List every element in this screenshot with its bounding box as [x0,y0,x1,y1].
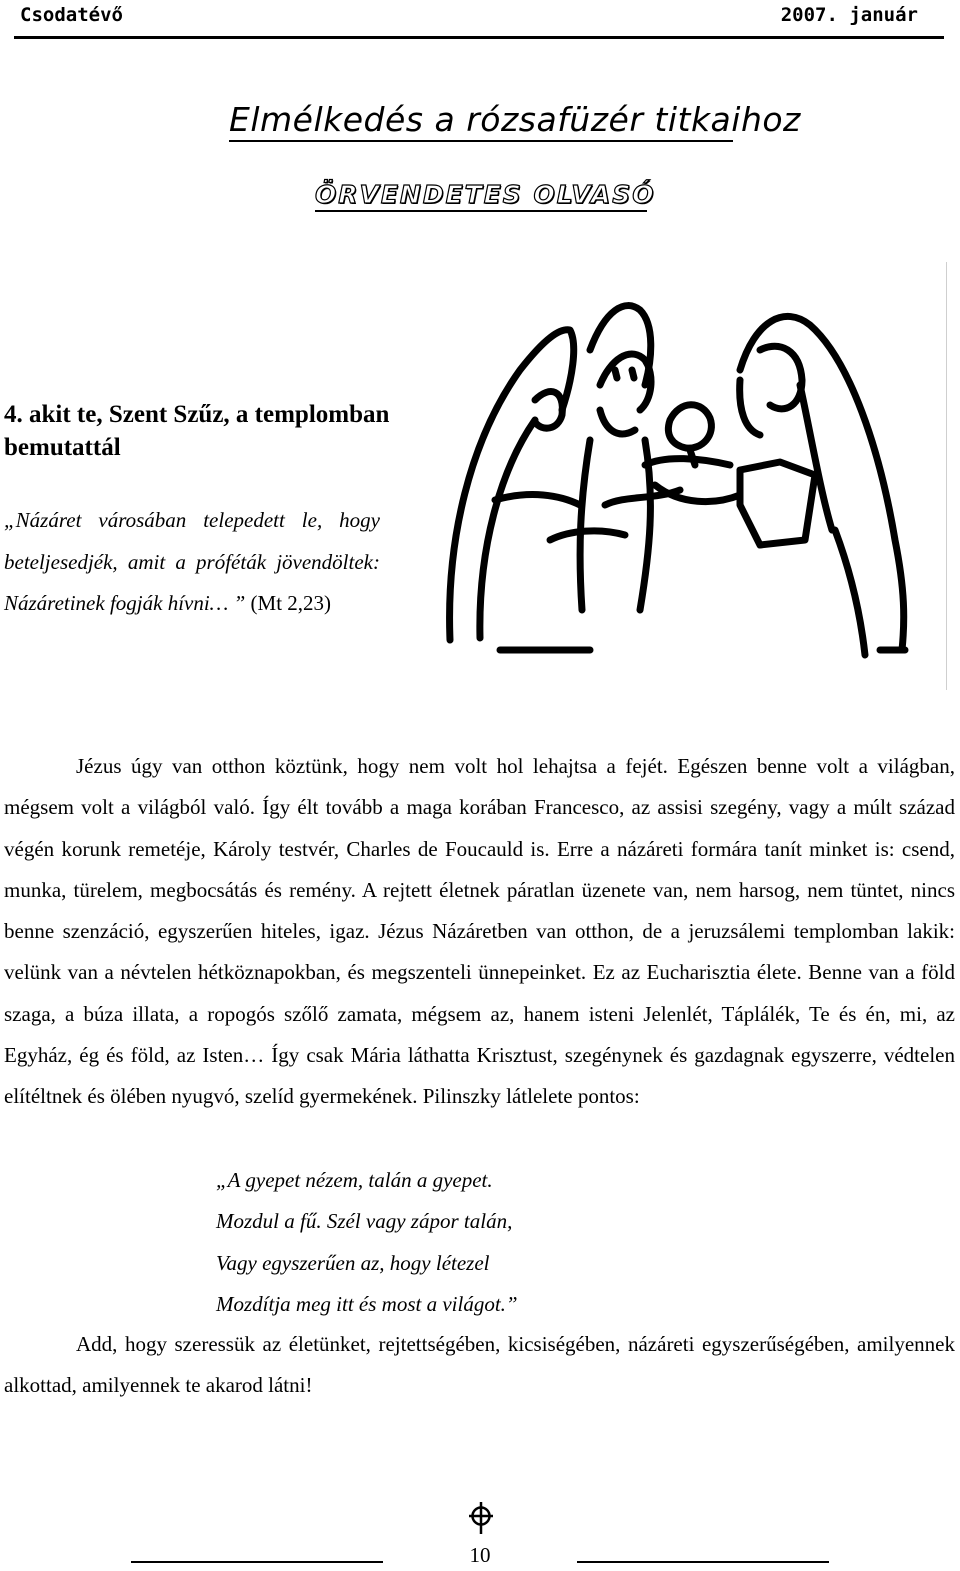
page-subtitle: ÖRVENDETES OLVASÓ [315,180,647,212]
footer-rule-right [577,1561,829,1563]
poem-line: Vagy egyszerűen az, hogy létezel [216,1250,490,1275]
poem [216,1160,518,1325]
presentation-illustration [440,290,920,670]
closing-paragraph: Add, hogy szeressük az életünket, rejtettségében, kicsiségében, názáreti egyszerűségében, amilyennek alkottad, amilyennek te akarod látni! [4,1332,955,1398]
poem-line: „A gyepet nézem, talán a gyepet. [216,1168,493,1192]
quote-reference: (Mt 2,23) [250,591,332,615]
scripture-quote [4,500,380,625]
poem-line: Mozdítja meg itt és most a világot.” [216,1291,518,1316]
page-title: Elmélkedés a rózsafüzér titkaihoz [229,100,733,142]
body-paragraph: Jézus úgy van otthon köztünk, hogy nem volt hol lehajtsa a fejét. Egészen benne volt a világban, mégsem volt a világból való. Így élt tovább a maga korában Francesco, az assisi szegény, vagy a múlt század végén korunk remetéje, Károly testvér, Charles de Foucauld is. Erre a názáreti formára tanít minket is: csend, munka, türelem, megbocsátás és remény. A rejtett életnek páratlan üzenete van, nem harsog, nem tüntet, nincs benne szenzáció, egyszerűen hiteles, igaz. Jézus Názáretben van otthon, de a jeruzsálemi templomban lakik: velünk van a névtelen hétköznapokban, és megszenteli ünnepeinket. Ez az Eucharisztia élete. Benne van a föld szaga, a búza illata, a ropogós szőlő zamata, mégsem az, hanem isteni Jelenlét, Táplálék, Te és én, mi, az Egyház, ég és föld, az Isten… Így csak Mária láthatta Krisztust, szegénynek és gazdagnak egyszerre, védtelen elítéltnek és ölében nyugvó, szelíd gyermekének. Pilinszky látlelete pontos: [4,754,955,1109]
running-header [14,0,944,39]
quote-text: „Názáret városában telepedett le, hogy beteljesedjék, amit a próféták jövendöltek: Názáretinek fogják hívni… ” [4,508,380,615]
cross-icon [467,1500,495,1536]
header-date: 2007. január [780,4,918,26]
header-publication: Csodatévő [20,4,123,26]
body-text [4,746,955,1118]
mystery-heading: 4. akit te, Szent Szűz, a templomban bemutattál [4,401,390,461]
footer-rule-left [131,1561,383,1563]
page-number: 10 [469,1543,491,1567]
poem-line: Mozdul a fű. Szél vagy zápor talán, [216,1209,513,1234]
column-rule [946,262,947,690]
closing-text [4,1324,955,1407]
